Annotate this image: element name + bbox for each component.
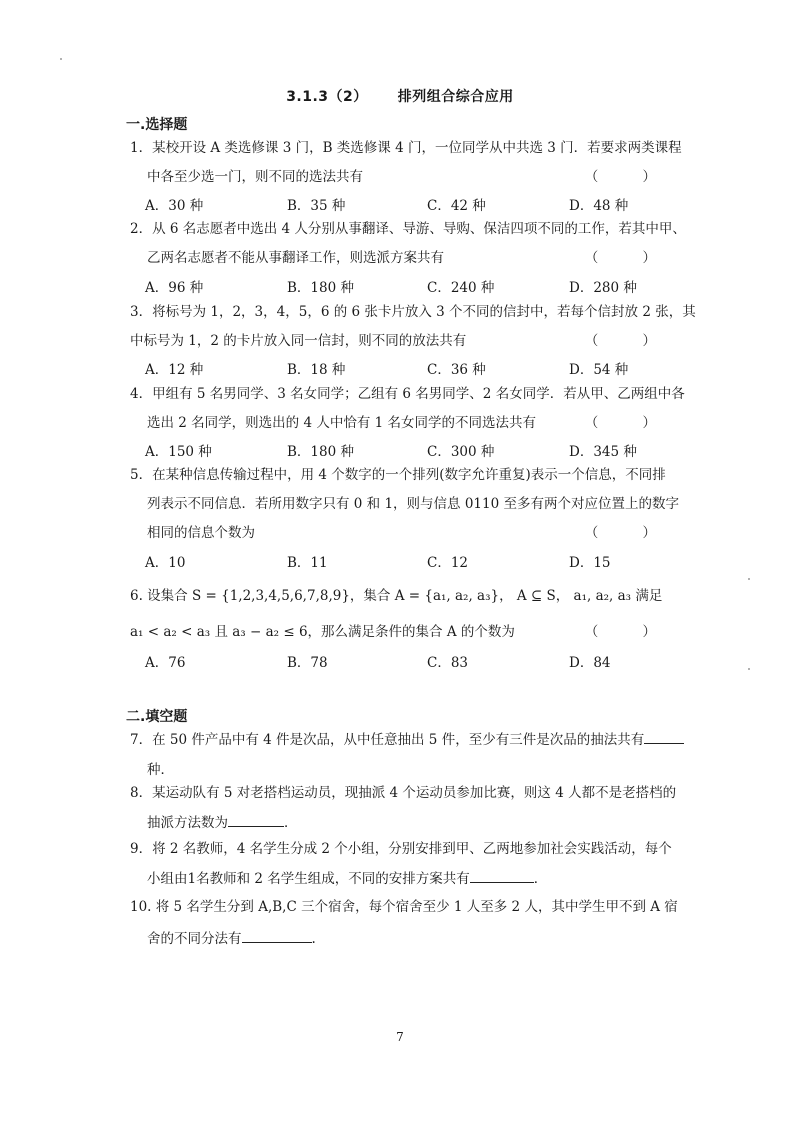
- option-d: D．48 种: [569, 198, 629, 214]
- question-10-stem-end: 舍的不同分法有: [147, 931, 242, 947]
- question-10-line-1: 10. 将 5 名学生分到 A,B,C 三个宿舍，每个宿舍至少 1 人至多 2 人，其中学生甲不到 A 宿: [130, 899, 678, 915]
- question-6-stem-end: a₁ < a₂ < a₃ 且 a₃ − a₂ ≤ 6，那么满足条件的集合 A 的个数为: [130, 624, 515, 640]
- scan-speck: [60, 58, 62, 60]
- question-8-stem-end: 抽派方法数为: [147, 815, 228, 831]
- page-title: [0, 86, 800, 106]
- period: ．: [533, 871, 548, 887]
- question-4-line-1: 4．甲组有 5 名男同学、3 名女同学；乙组有 6 名男同学、2 名女同学．若从甲、乙两组中各: [130, 386, 685, 402]
- question-5-stem-end: 相同的信息个数为: [147, 525, 255, 541]
- question-3: [130, 298, 696, 356]
- option-c: C．42 种: [427, 198, 486, 214]
- question-10: [130, 891, 690, 955]
- question-2: [130, 215, 690, 273]
- question-3-stem-end: 中标号为 1，2 的卡片放入同一信封，则不同的放法共有: [130, 333, 467, 349]
- option-a: A．96 种: [145, 280, 204, 296]
- question-5: [130, 461, 690, 548]
- question-7-stem: 7．在 50 件产品中有 4 件是次品，从中任意抽出 5 件，至少有三件是次品的抽法共有: [130, 732, 645, 748]
- question-9-line-1: 9．将 2 名教师，4 名学生分成 2 个小组，分别安排到甲、乙两地参加社会实践活动，每个: [130, 841, 672, 857]
- option-c: C．300 种: [427, 444, 495, 460]
- answer-blank: [242, 928, 312, 943]
- option-d: D．15: [569, 555, 611, 571]
- question-3-line-2: [130, 327, 690, 356]
- option-a: A．30 种: [145, 198, 204, 214]
- question-5-options: [145, 551, 665, 573]
- answer-paren: （ ）: [584, 169, 676, 185]
- question-6: [130, 578, 690, 650]
- answer-blank: [470, 868, 534, 883]
- option-b: B．11: [287, 555, 328, 571]
- question-8-line-1: 8．某运动队有 5 对老搭档运动员，现抽派 4 个运动员参加比赛，则这 4 人都不是老搭档的: [130, 785, 677, 801]
- answer-blank: [644, 729, 684, 744]
- answer-paren: （ ）: [584, 250, 676, 266]
- option-d: D．345 种: [569, 444, 637, 460]
- question-3-options: [145, 358, 665, 380]
- question-7-line-1: [130, 725, 690, 755]
- page-number: 7: [396, 1030, 404, 1044]
- option-c: C．12: [427, 555, 469, 571]
- title-number: 3.1.3（2）: [286, 89, 368, 105]
- answer-paren: （ ）: [584, 415, 676, 431]
- question-1-line-2: [130, 163, 690, 192]
- scan-speck: [748, 578, 750, 580]
- question-1: [130, 134, 690, 192]
- option-c: C．36 种: [427, 362, 486, 378]
- option-b: B．180 种: [287, 280, 354, 296]
- option-a: A．150 种: [145, 444, 212, 460]
- question-2-line-2: [130, 244, 690, 273]
- answer-blank: [228, 812, 284, 827]
- title-text: 排列组合综合应用: [397, 89, 514, 105]
- question-8: [130, 778, 690, 838]
- option-d: D．84: [569, 655, 611, 671]
- question-3-line-1: 3．将标号为 1，2，3，4，5，6 的 6 张卡片放入 3 个不同的信封中，若每个信封放 2 张，其: [130, 304, 696, 320]
- option-c: C．83: [427, 655, 469, 671]
- answer-paren: （ ）: [584, 333, 676, 349]
- question-1-stem-end: 中各至少选一门，则不同的选法共有: [147, 169, 363, 185]
- question-5-line-3: [130, 519, 690, 548]
- question-6-options: [145, 651, 665, 673]
- option-a: A．10: [145, 555, 186, 571]
- period: ．: [284, 815, 298, 831]
- question-4-line-2: [130, 409, 690, 438]
- question-7: [130, 725, 690, 785]
- question-1-line-1: 1．某校开设 A 类选修课 3 门，B 类选修课 4 门，一位同学从中共选 3 门．若要求两类课程: [130, 140, 682, 156]
- question-9: [130, 834, 690, 894]
- option-b: B．78: [287, 655, 328, 671]
- option-a: A．12 种: [145, 362, 204, 378]
- option-b: B．18 种: [287, 362, 346, 378]
- option-a: A．76: [145, 655, 186, 671]
- section-heading-fill: 二.填空题: [126, 709, 188, 725]
- scan-speck: [748, 668, 750, 670]
- question-6-line-1: 6. 设集合 S = {1,2,3,4,5,6,7,8,9}，集合 A = {a₁, a₂, a₃}， A ⊆ S， a₁, a₂, a₃ 满足: [130, 588, 663, 604]
- question-2-line-1: 2．从 6 名志愿者中选出 4 人分别从事翻译、导游、导购、保洁四项不同的工作，若其中甲、: [130, 221, 686, 237]
- question-6-line-2: [130, 614, 690, 650]
- question-4: [130, 380, 690, 438]
- question-7-line-2: 种．: [147, 762, 174, 778]
- option-b: B．35 种: [287, 198, 346, 214]
- option-c: C．240 种: [427, 280, 495, 296]
- answer-paren: （ ）: [584, 624, 676, 640]
- answer-paren: （ ）: [584, 525, 676, 541]
- question-1-options: [145, 194, 665, 216]
- question-5-line-1: 5．在某种信息传输过程中，用 4 个数字的一个排列(数字允许重复)表示一个信息，不同排: [130, 467, 666, 483]
- option-d: D．280 种: [569, 280, 637, 296]
- question-2-options: [145, 276, 665, 298]
- question-9-line-2: [130, 864, 690, 894]
- section-heading-choice: 一.选择题: [126, 117, 188, 133]
- option-b: B．180 种: [287, 444, 354, 460]
- question-10-line-2: [130, 923, 690, 955]
- question-2-stem-end: 乙两名志愿者不能从事翻译工作，则选派方案共有: [147, 250, 444, 266]
- question-4-options: [145, 440, 665, 462]
- question-4-stem-end: 选出 2 名同学，则选出的 4 人中恰有 1 名女同学的不同选法共有: [147, 415, 537, 431]
- period: .: [311, 931, 316, 947]
- question-5-line-2: 列表示不同信息．若所用数字只有 0 和 1，则与信息 0110 至多有两个对应位置上的数字: [147, 496, 679, 512]
- option-d: D．54 种: [569, 362, 629, 378]
- question-9-stem-end: 小组由1名教师和 2 名学生组成，不同的安排方案共有: [147, 871, 470, 887]
